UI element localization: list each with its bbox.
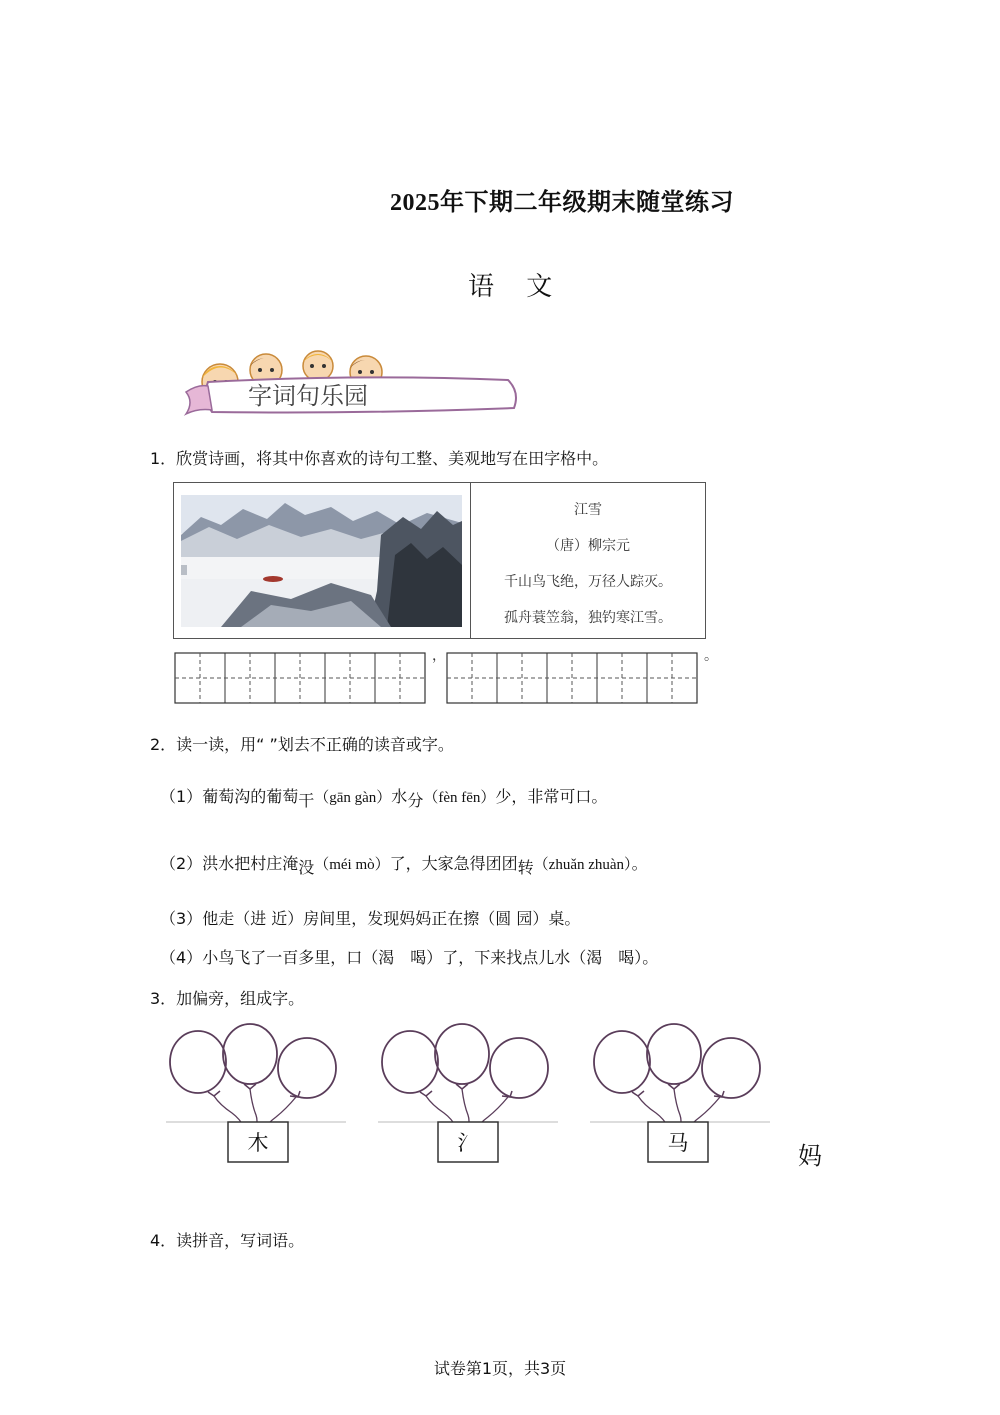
poem-line-2: 孤舟蓑笠翁，独钓寒江雪。 — [504, 611, 672, 626]
banner-label: 字词句乐园 — [248, 382, 368, 410]
tianzige-row-1 — [175, 653, 425, 703]
radical-2-label: 氵 — [457, 1131, 479, 1155]
poem-text — [471, 483, 705, 638]
q2-item-1-char-a: 干 — [298, 791, 315, 810]
page-footer: 试卷第1页，共3页 — [433, 1359, 567, 1378]
q2-item-3-text[interactable]: 他走（进 近）房间里，发现妈妈正在擦（圆 园）桌。 — [202, 909, 581, 928]
q2-item-3-number: （3） — [160, 909, 203, 928]
poem-panel — [173, 482, 706, 639]
q2-item-2-pinyin-a[interactable]: （méi mò） — [314, 857, 390, 873]
poem-title: 江雪 — [574, 503, 602, 518]
q2-item-2-pinyin-b[interactable]: （zhuǎn zhuàn） — [533, 857, 632, 873]
q2-item-3[interactable] — [160, 906, 580, 929]
subject-title: 语 文 — [468, 272, 565, 302]
q2-item-1 — [160, 784, 608, 810]
q2-item-1-number: （1） — [160, 787, 203, 806]
balloon-group-1[interactable] — [166, 1024, 346, 1162]
question-1-prompt: 1．欣赏诗画，将其中你喜欢的诗句工整、美观地写在田字格中。 — [150, 449, 609, 468]
q2-item-2-number: （2） — [160, 854, 203, 873]
q2-item-4-text[interactable]: 小鸟飞了一百多里，口（渴 喝）了，下来找点儿水（渴 喝）。 — [202, 948, 659, 967]
q2-item-2-text-a: 洪水把村庄淹 — [202, 854, 299, 873]
balloon-group-3[interactable] — [590, 1024, 770, 1162]
q2-item-2-text-c: 。 — [631, 854, 648, 873]
tianzige-grid[interactable] — [174, 648, 718, 704]
q2-item-1-pinyin-a[interactable]: （gān gàn） — [314, 790, 392, 806]
grid-comma: ， — [432, 648, 446, 664]
poem-line-1: 千山鸟飞绝，万径人踪灭。 — [504, 575, 672, 590]
q2-item-2-text-b: 了，大家急得团团 — [389, 854, 518, 873]
q2-item-1-text-a: 葡萄沟的葡萄 — [202, 787, 299, 806]
grid-period: 。 — [704, 648, 718, 664]
q2-item-1-pinyin-b[interactable]: （fèn fēn） — [423, 790, 496, 806]
q2-item-2 — [160, 851, 648, 877]
question-2-prompt: 2．读一读，用“ ”划去不正确的读音或字。 — [150, 735, 454, 754]
q2-item-4[interactable] — [160, 945, 658, 968]
q2-item-4-number: （4） — [160, 948, 203, 967]
section-banner — [178, 352, 524, 420]
snow-landscape-painting — [181, 495, 462, 627]
section-banner-art — [178, 352, 524, 420]
balloon-radical-groups — [160, 1025, 840, 1170]
tianzige-row-2 — [447, 653, 697, 703]
q2-item-1-char-b: 分 — [407, 791, 424, 810]
q3-example-char: 妈 — [798, 1142, 822, 1170]
radical-1-label: 木 — [247, 1131, 269, 1155]
q2-item-1-text-c: 少，非常可口。 — [495, 787, 608, 806]
q2-item-2-char-b: 转 — [517, 858, 534, 877]
poem-author: （唐）柳宗元 — [546, 539, 630, 554]
question-4-prompt: 4．读拼音，写词语。 — [150, 1231, 305, 1250]
exam-title: 2025年下期二年级期末随堂练习 — [390, 190, 734, 216]
balloon-group-2[interactable] — [378, 1024, 558, 1162]
radical-3-label: 马 — [667, 1131, 689, 1155]
question-3-prompt: 3．加偏旁，组成字。 — [150, 989, 305, 1008]
q2-item-1-text-b: 水 — [391, 787, 408, 806]
q2-item-2-char-a: 没 — [298, 858, 315, 877]
